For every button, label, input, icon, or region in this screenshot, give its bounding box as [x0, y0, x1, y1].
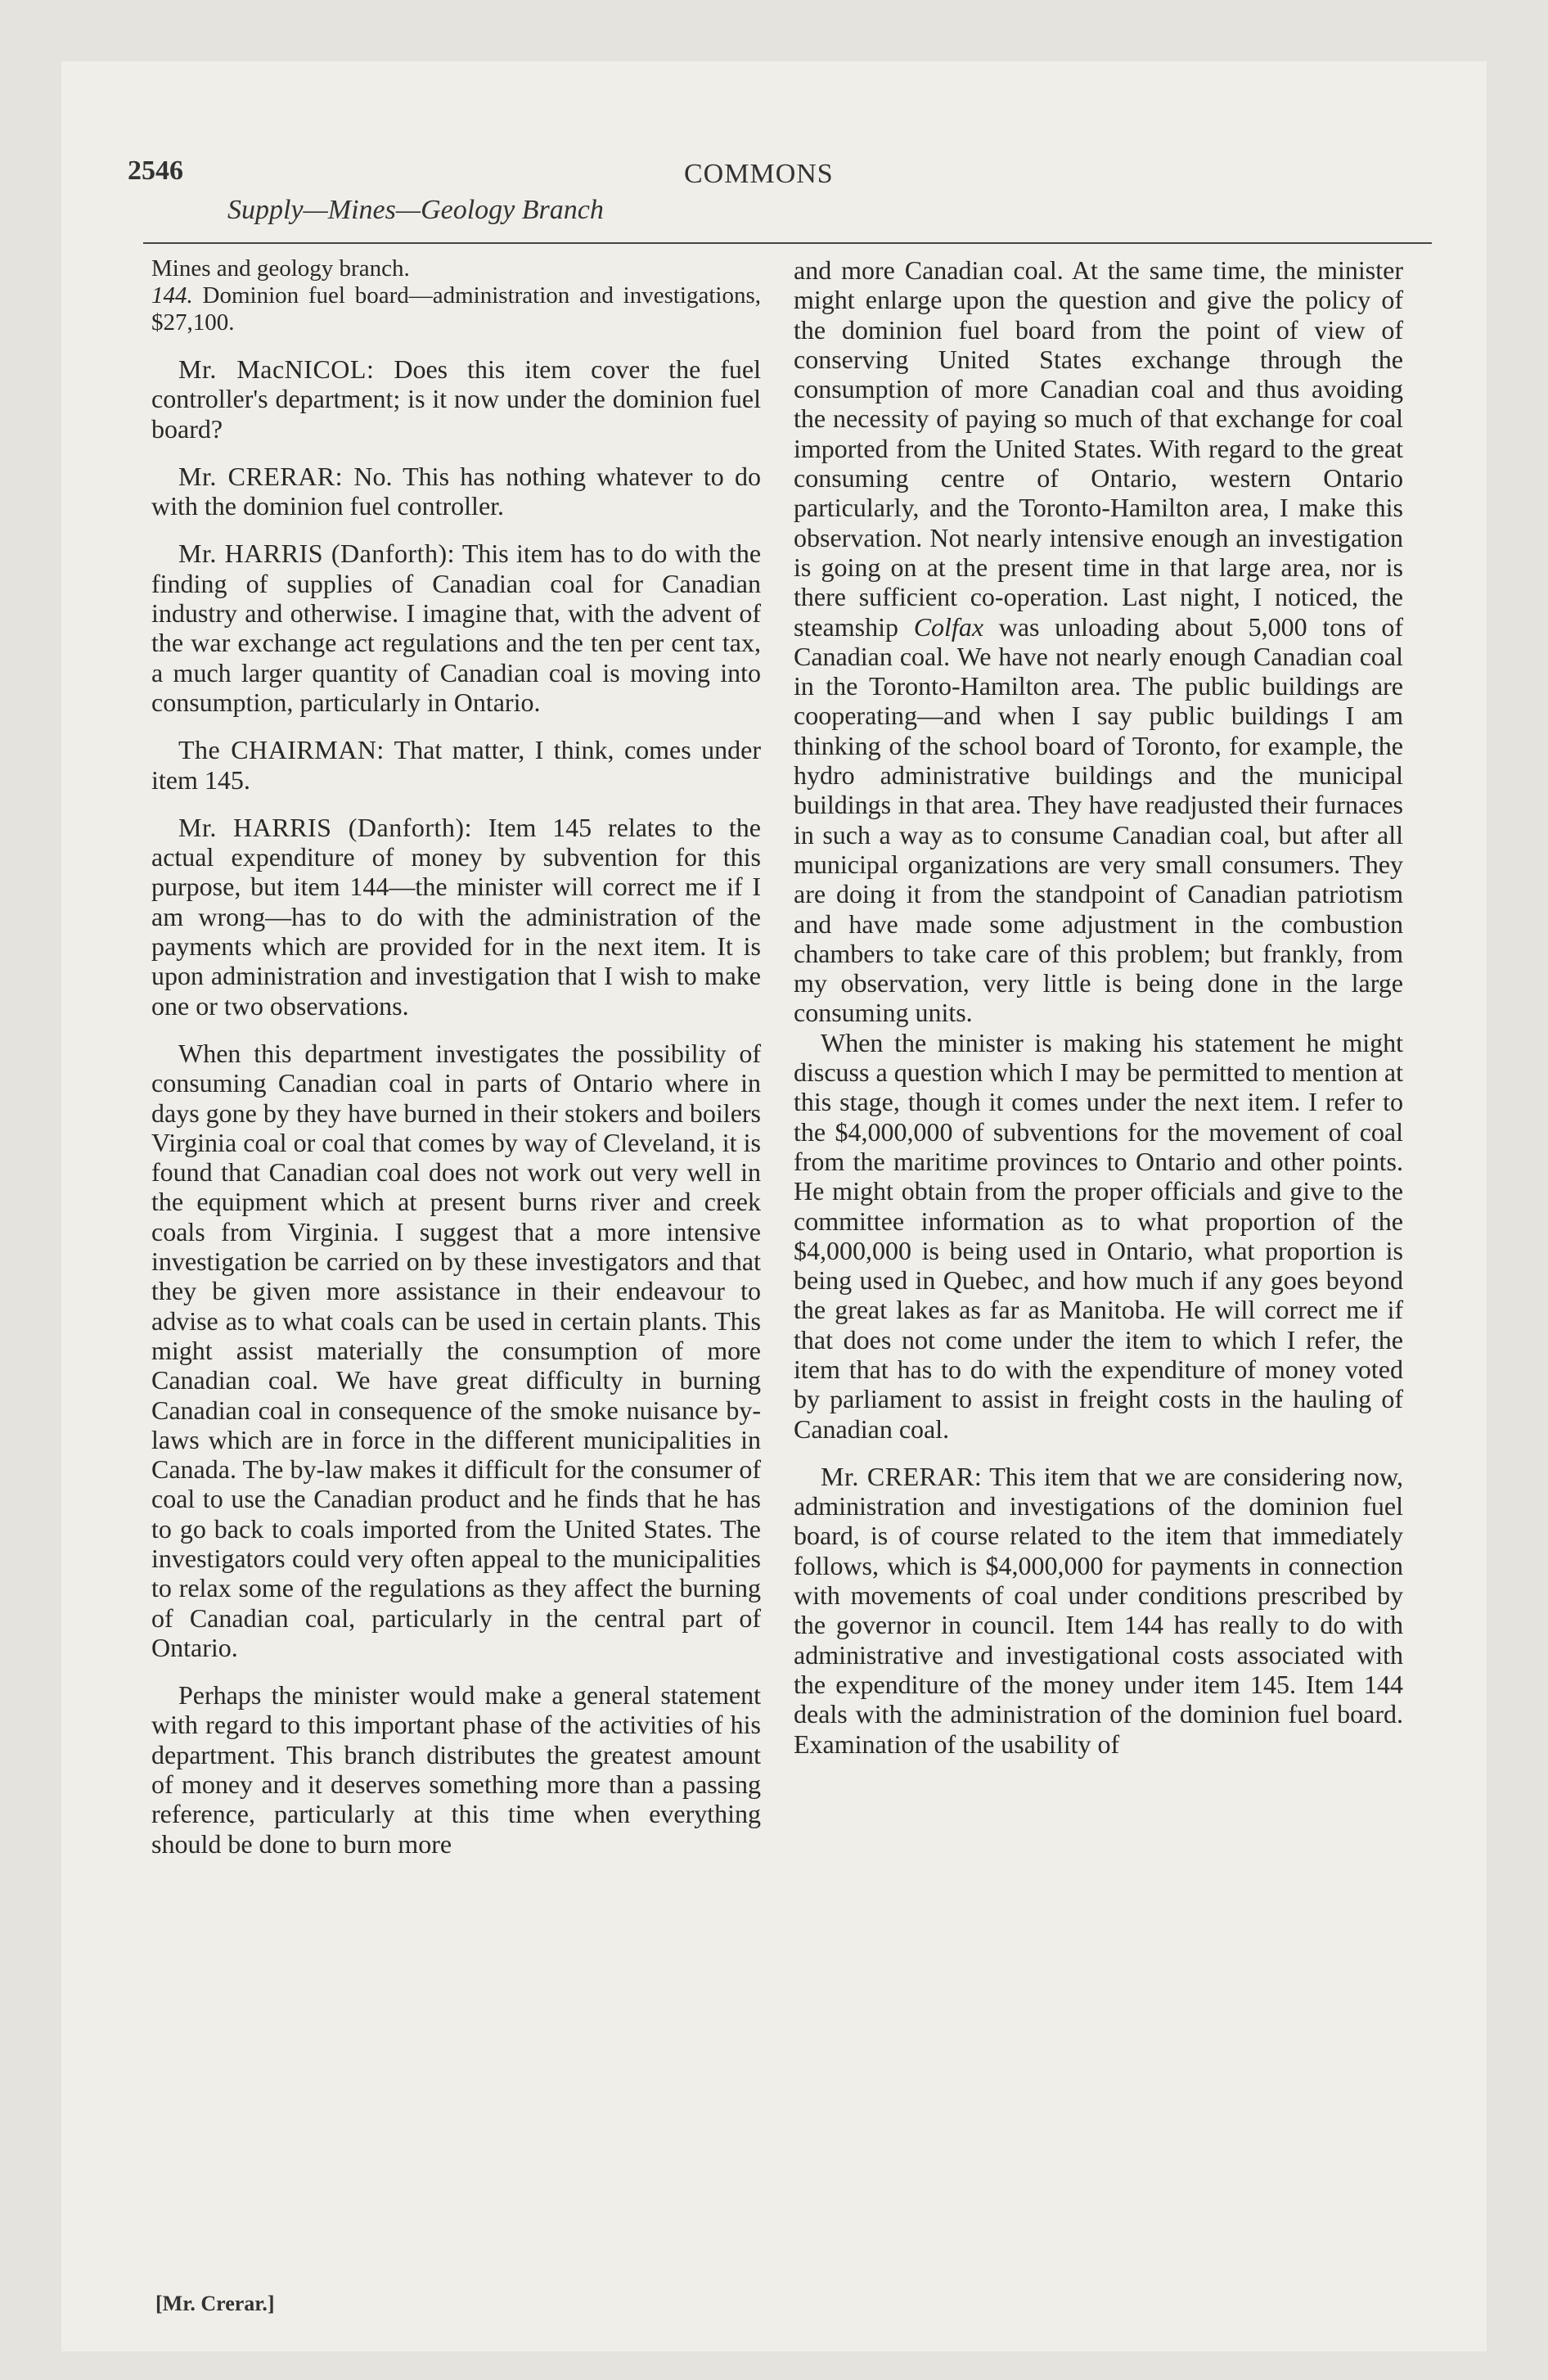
item-number: 144. [151, 282, 193, 309]
speaker-name: Mr. HARRIS (Danforth): [178, 539, 456, 569]
item-heading: Mines and geology branch. [151, 255, 410, 282]
left-column [151, 255, 761, 1859]
speaker-name: Mr. MacNICOL: [178, 354, 375, 384]
item-text: Dominion fuel board—administration and investigations, $27,100. [151, 282, 762, 336]
paragraph-text: was unloading about 5,000 tons of Canadian coal. We have not nearly enough Canadian coal in the Toronto-Hamilton area. The public buildings are cooperating—and when I say public buildings I am thinking of the school board of Toronto, for example, the hydro administrative buildings and the municipal buildings in that area. They have readjusted their furnaces in such a way as to consume Canadian coal, but after all municipal organizations are very small consumers. They are doing it from the standpoint of Canadian patriotism and have made some adjustment in the combustion chambers to take care of this problem; but frankly, from my observation, very little is being done in the large consuming units. [794, 611, 1404, 1028]
paragraph [151, 354, 761, 444]
paragraph: Perhaps the minister would make a general statement with regard to this important phase of the activities of his department. This branch distributes the greatest amount of money and it deserves something more than a passing reference, particularly at this time when everything should be done to burn more [151, 1680, 761, 1859]
item-line [151, 282, 761, 336]
paragraph-text: That matter, I think, comes under item 145. [151, 735, 761, 795]
speaker-name: Mr. HARRIS (Danforth): [178, 812, 472, 842]
right-column [794, 255, 1403, 1759]
paragraph-text: No. This has nothing whatever to do with the dominion fuel controller. [151, 461, 762, 521]
paragraph: When this department investigates the possibility of consuming Canadian coal in parts of Ontario where in days gone by they have burned in their stokers and boilers Virginia coal or coal that comes by way of Cleveland, it is found that Canadian coal does not work out very well in the equipment which at present burns river and creek coals from Virginia. I suggest that a more intensive investigation be carried on by these investigators and that they be given more assistance in their endeavour to advise as to what coals can be used in certain plants. This might assist materially the consumption of more Canadian coal. We have great difficulty in burning Canadian coal in consequence of the smoke nuisance by-laws which are in force in the different municipalities in Canada. The by-law makes it difficult for the consumer of coal to use the Canadian product and he finds that he has to go back to coals imported from the United States. The investigators could very often appeal to the municipalities to relax some of the regulations as they affect the burning of Canadian coal, particularly in the central part of Ontario. [151, 1038, 761, 1662]
paragraph-text: Item 145 relates to the actual expenditure of money by subvention for this purpose, but item 144—the minister will correct me if I am wrong—has to do with the administration of the payments which are provided for in the next item. It is upon administration and investigation that I wish to make one or two observations. [151, 812, 762, 1021]
speaker-name: Mr. CRERAR: [178, 461, 344, 491]
header-rule [143, 242, 1432, 244]
paragraph-text: Does this item cover the fuel controller's department; is it now under the dominion fuel board? [151, 354, 762, 444]
paragraph [794, 255, 1403, 1028]
speaker-name: Mr. CRERAR: [821, 1461, 983, 1491]
paragraph [151, 735, 761, 795]
paragraph-text: This item has to do with the finding of supplies of Canadian coal for Canadian industry and otherwise. I imagine that, with the advent of the war exchange act regulations and the ten per cent tax, a much larger quantity of Canadian coal is moving into consumption, particularly in Ontario. [151, 539, 762, 717]
paragraph [794, 1462, 1403, 1759]
paragraph [151, 813, 761, 1021]
ship-name: Colfax [913, 611, 984, 642]
running-title: COMMONS [684, 159, 834, 189]
paragraph [151, 462, 761, 521]
paragraph [151, 539, 761, 717]
section-title: Supply—Mines—Geology Branch [227, 195, 604, 225]
speaker-name: The CHAIRMAN: [178, 735, 385, 765]
speaker-footer-tag: [Mr. Crerar.] [155, 2292, 275, 2315]
page-number: 2546 [128, 156, 183, 186]
paragraph-text: and more Canadian coal. At the same time, the minister might enlarge upon the question and give the policy of the dominion fuel board from the point of view of conserving United States exchange through the consumption of more Canadian coal and thus avoiding the necessity of paying so much of that exchange for coal imported from the United States. With regard to the great consuming centre of Ontario, western Ontario particularly, and the Toronto-Hamilton area, I make this observation. Not nearly intensive enough an investigation is going on at the present time in that large area, nor is there sufficient co-operation. Last night, I noticed, the steamship [794, 255, 1403, 642]
paragraph-text: This item that we are considering now, administration and investigations of the dominion fuel board, is of course related to the item that immediately follows, which is $4,000,000 for payments in connection with movements of coal under conditions prescribed by the governor in council. Item 144 has really to do with administrative and investigational costs associated with the expenditure of the money under item 145. Item 144 deals with the administration of the dominion fuel board. Examination of the usability of [794, 1461, 1404, 1759]
paragraph: When the minister is making his statement he might discuss a question which I may be permitted to mention at this stage, though it comes under the next item. I refer to the $4,000,000 of subventions for the movement of coal from the maritime provinces to Ontario and other points. He might obtain from the proper officials and give to the committee information as to what proportion of the $4,000,000 is being used in Ontario, what proportion is being used in Quebec, and how much if any goes beyond the great lakes as far as Manitoba. He will correct me if that does not come under the item to which I refer, the item that has to do with the expenditure of money voted by parliament to assist in freight costs in the hauling of Canadian coal. [794, 1027, 1403, 1444]
